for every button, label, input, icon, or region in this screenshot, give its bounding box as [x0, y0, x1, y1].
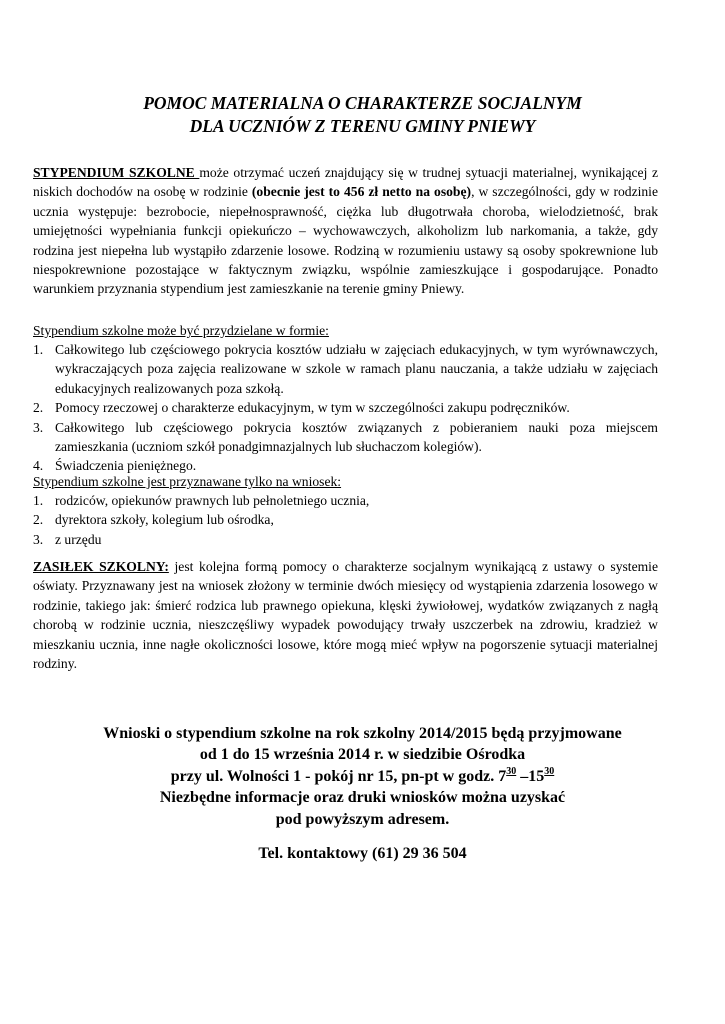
stypendium-income-threshold: (obecnie jest to 456 zł netto na osobę)	[251, 184, 472, 200]
stypendium-heading: STYPENDIUM SZKOLNE	[33, 165, 200, 180]
zasilek-paragraph	[33, 557, 658, 673]
zasilek-text: jest kolejna formą pomocy o charakterze socjalnym wynikającą z ustawy o systemie oświaty. Przyznawany jest na wniosek złożony w terminie dwóch miesięcy od wystąpienia zdarzenia losowego w rodzinie, takiego jak: śmierć rodzica lub prawnego opiekuna, klęski żywiołowej, wydatków związanych z nagłą chorobą w rodzinie ucznia, nieszczęśliwy wypadek powodujący trwały uszczerbek na zdrowiu, kradzież w mieszkaniu ucznia, inne nagłe okoliczności losowe, które mogą mieć wpływ na pogorszenie sytuacji materialnej rodziny.	[33, 559, 658, 672]
list-item-number: 4.	[33, 458, 44, 474]
list-item	[33, 398, 658, 417]
list-item-number: 1.	[33, 342, 44, 357]
title-line-1: POMOC MATERIALNA O CHARAKTERZE SOCJALNYM	[143, 93, 582, 113]
list-item-text: Całkowitego lub częściowego pokrycia kosztów udziału w zajęciach edukacyjnych, w tym wyrównawczych, wykraczających poza zajęcia realizowane w szkole w ramach planu nauczania, a także udziału w zajęciach edukacyjnych realizowanych poza szkołą.	[55, 342, 658, 396]
document-title	[0, 92, 725, 138]
list-item-text: Świadczenia pieniężnego.	[55, 458, 197, 474]
list-item-number: 3.	[33, 531, 44, 547]
footer-line-1: Wnioski o stypendium szkolne na rok szkolny 2014/2015 będą przyjmowane	[103, 725, 622, 742]
list-item-text: Pomocy rzeczowej o charakterze edukacyjnym, w tym w szczególności zakupu podręczników.	[55, 400, 570, 416]
zasilek-heading: ZASIŁEK SZKOLNY:	[33, 559, 169, 574]
application-info	[0, 723, 725, 830]
list-item-text: rodziców, opiekunów prawnych lub pełnoletniego ucznia,	[55, 493, 370, 508]
footer-line-2: od 1 do 15 września 2014 r. w siedzibie Ośrodka	[199, 746, 526, 764]
list-item	[33, 418, 658, 457]
list-item-number: 2.	[33, 400, 44, 416]
list-item-number: 1.	[33, 493, 44, 508]
contact-phone: Tel. kontaktowy (61) 29 36 504	[258, 845, 467, 862]
footer-line-5: pod powyższym adresem.	[275, 810, 450, 828]
stypendium-text-1: może otrzymać uczeń znajdujący się w trudnej sytuacji materialnej, wynikającej z niskich dochodów na osobę w rodzinie	[33, 165, 658, 200]
application-heading: Stypendium szkolne jest przyznawane tylko na wniosek:	[33, 474, 342, 489]
hours-end-text: –15	[516, 767, 545, 785]
list-item	[33, 530, 658, 549]
list-item	[33, 510, 658, 529]
title-line-2: DLA UCZNIÓW Z TERENU GMINY PNIEWY	[189, 116, 536, 136]
list-item	[33, 491, 658, 510]
list-item-text: Całkowitego lub częściowego pokrycia kosztów związanych z pobieraniem nauki poza miejscem zamieszkania (uczniom szkół ponadgimnazjalnych lub słuchaczom kolegiów).	[55, 419, 658, 455]
hours-start-minutes: 30	[506, 765, 517, 777]
list-item-number: 3.	[33, 419, 44, 435]
forms-heading: Stypendium szkolne może być przydzielane w formie:	[33, 323, 329, 338]
list-item-text: z urzędu	[55, 531, 102, 547]
application-list	[33, 491, 658, 549]
stypendium-text-2: , w szczególności, gdy w rodzinie ucznia występuje: bezrobocie, niepełnosprawność, ciężka lub długotrwała choroba, wielodzietność, brak umiejętności wypełniania funkcji opiekuńczo – wychowawczych, alkoholizm lub narkomania, a także, gdy rodzina jest niepełna lub wystąpiło zdarzenie losowe. Rodziną w rozumieniu ustawy są osoby spokrewnione lub niespokrewnione pozostające w faktycznym związku, wspólnie zamieszkujące i gospodarujące. Ponadto warunkiem przyznania stypendium jest zamieszkanie na terenie gminy Pniewy.	[33, 184, 658, 297]
footer-line-3	[0, 766, 725, 787]
office-hours-text: przy ul. Wolności 1 - pokój nr 15, pn-pt w godz. 7	[170, 767, 507, 785]
forms-list	[33, 340, 658, 476]
list-item	[33, 340, 658, 398]
list-item-text: dyrektora szkoły, kolegium lub ośrodka,	[55, 512, 274, 528]
hours-end-minutes: 30	[544, 765, 555, 777]
stypendium-paragraph	[33, 163, 658, 299]
footer-line-4: Niezbędne informacje oraz druki wniosków można uzyskać	[159, 789, 566, 807]
list-item-number: 2.	[33, 512, 44, 528]
